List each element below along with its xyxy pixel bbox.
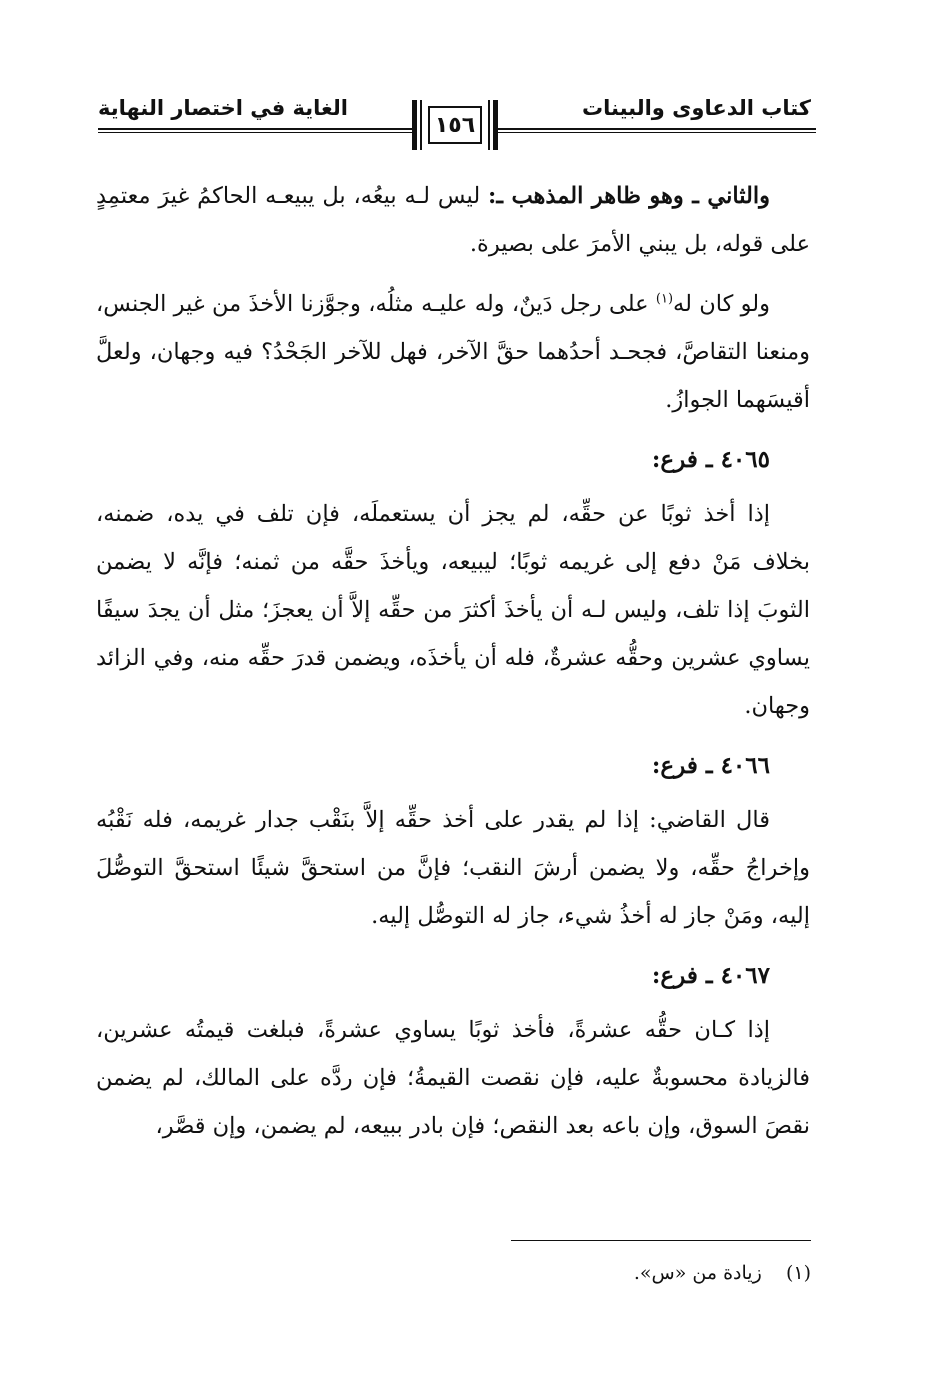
section-heading-4065: ٤٠٦٥ ـ فرع:: [651, 446, 770, 473]
frame-bar-icon: [488, 100, 490, 150]
paragraph-1-text: ليس لـه بيعُه، بل يبيعـه الحاكمُ غيرَ معتمِدٍ على قوله، بل يبني الأمرَ على بصيرة.: [96, 183, 810, 257]
paragraph-5: إذا كـان حقُّه عشرةً، فأخذ ثوبًا يساوي عشرةً، فبلغت قيمتُه عشرين، فالزيادة محسوبةٌ عليه، فإن نقصت القيمةُ؛ فإن ردَّه على المالك، لم يضمن نقصَ السوق، وإن باعه بعد النقص؛ فإن بادر ببيعه، لم يضمن، وإن قصَّر،: [96, 1017, 810, 1139]
footnote-reference[interactable]: (١): [655, 291, 674, 307]
paragraph-2-text-b: على رجل دَينٌ، وله عليـه مثلُه، وجوَّزنا الأخذَ من غير الجنس، ومنعنا التقاصَّ، فجحـد أحدُهما حقَّ الآخر، فهل للآخر الجَحْدُ؟ فيه وجهان، ولعلَّ أقيسَهما الجوازُ.: [96, 291, 810, 413]
paragraph-1: [96, 172, 810, 268]
footnote-text: زيادة من «س».: [633, 1262, 762, 1284]
page-number: ١٥٦: [428, 106, 482, 144]
paragraph-2: [96, 280, 810, 424]
footnote-number: (١): [785, 1262, 811, 1284]
paragraph-4: قال القاضي: إذا لم يقدر على أخذ حقِّه إلاَّ بنَقْب جدار غريمه، فله نَقْبُه وإخراجُ حقِّه، ولا يضمن أرشَ النقب؛ فإنَّ من استحقَّ شيئًا استحقَّ التوصُّلَ إليه، ومَنْ جاز له أخذُ شيء، جاز له التوصُّل إليه.: [96, 807, 810, 929]
footnote: [634, 1262, 811, 1284]
section-heading-4067: ٤٠٦٧ ـ فرع:: [651, 962, 770, 989]
section-heading-4066: ٤٠٦٦ ـ فرع:: [651, 752, 770, 779]
page-number-frame: [412, 100, 498, 150]
running-header-work-title: الغاية في اختصار النهاية: [98, 96, 348, 120]
footnote-separator: [511, 1240, 811, 1241]
paragraph-2-text-a: ولو كان له: [673, 291, 770, 317]
frame-bar-icon: [412, 100, 417, 150]
paragraph-1-lead: والثاني ـ وهو ظاهر المذهب ـ:: [488, 183, 770, 209]
frame-bar-icon: [493, 100, 498, 150]
running-header-book-title: كتاب الدعاوى والبينات: [582, 96, 811, 120]
frame-bar-icon: [420, 100, 422, 150]
paragraph-3: إذا أخذ ثوبًا عن حقِّه، لم يجز أن يستعملَه، فإن تلف في يده، ضمنه، بخلاف مَنْ دفع إلى غريمه ثوبًا؛ ليبيعه، ويأخذَ حقَّه من ثمنه؛ فإنَّه لا يضمن الثوبَ إذا تلف، وليس لـه أن يأخذَ أكثرَ من حقِّه إلاَّ أن يعجزَ؛ مثل أن يجدَ سيفًا يساوي عشرين وحقُّه عشرةٌ، فله أن يأخذَه، ويضمن قدرَ حقِّه منه، وفي الزائد وجهان.: [96, 501, 810, 719]
body-text: [96, 172, 810, 1162]
